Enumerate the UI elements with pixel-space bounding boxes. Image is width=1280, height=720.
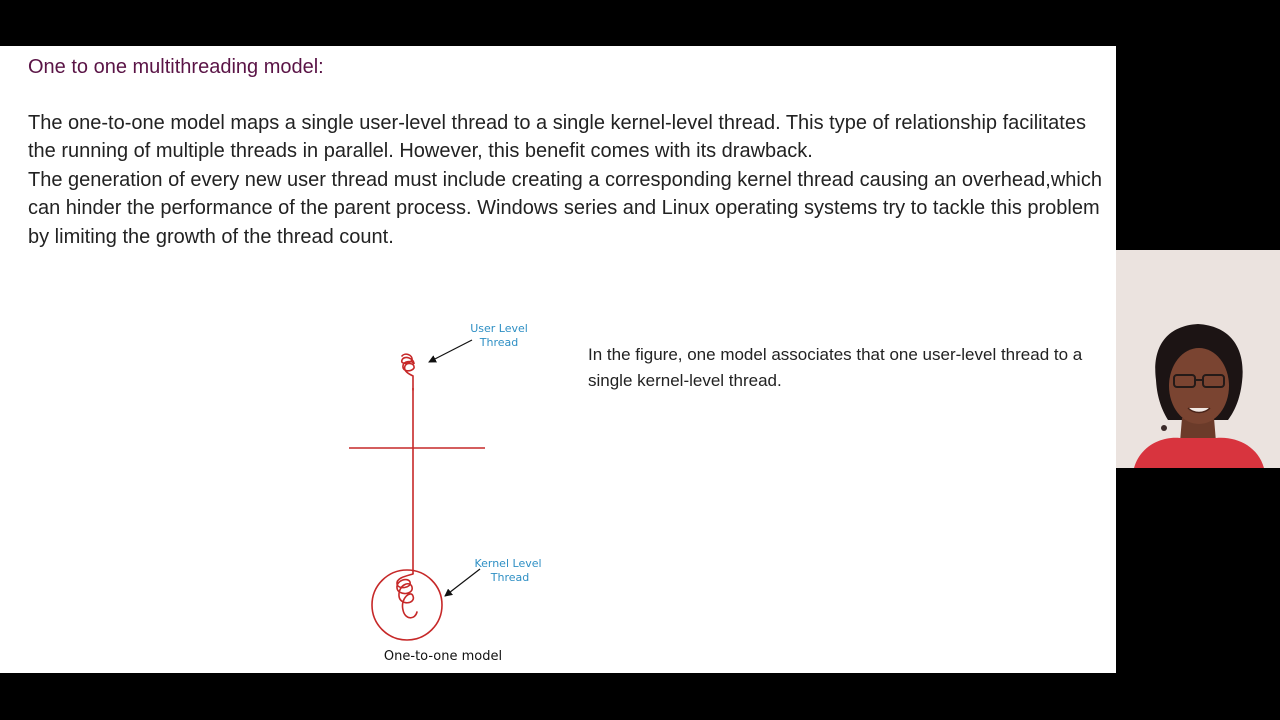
kernel-level-label-line1: Kernel Level — [474, 557, 542, 570]
kernel-thread-circle — [372, 570, 442, 640]
kernel-thread-squiggle — [397, 574, 417, 618]
user-thread-squiggle — [402, 354, 414, 390]
kernel-level-arrow — [445, 569, 480, 596]
user-level-arrow — [429, 340, 472, 362]
presenter-video-feed-icon — [1116, 250, 1280, 468]
user-level-label-line2: Thread — [479, 336, 519, 349]
body-paragraph-1: The one-to-one model maps a single user-level thread to a single kernel-level thread. This type of relationship facilitates the running of multiple threads in parallel. However, this benefit comes with its drawback. — [28, 112, 1086, 163]
presenter-webcam — [1116, 250, 1280, 468]
presentation-slide — [0, 46, 1116, 673]
one-to-one-model-diagram — [330, 268, 570, 664]
thread-diagram-svg — [330, 268, 570, 664]
body-paragraph-2: The generation of every new user thread must include creating a corresponding kernel thread causing an overhead,which can hinder the performance of the parent process. Windows series and Linux operating systems try to tackle this problem by limiting the growth of the thread count. — [28, 168, 1102, 248]
user-level-label-line1: User Level — [470, 322, 528, 335]
slide-title: One to one multithreading model: — [28, 56, 324, 78]
figure-caption: One-to-one model — [383, 649, 503, 664]
slide-body — [28, 109, 1103, 251]
kernel-level-label-line2: Thread — [490, 571, 530, 584]
figure-description: In the figure, one model associates that one user-level thread to a single kernel-level thread. — [588, 345, 1083, 390]
